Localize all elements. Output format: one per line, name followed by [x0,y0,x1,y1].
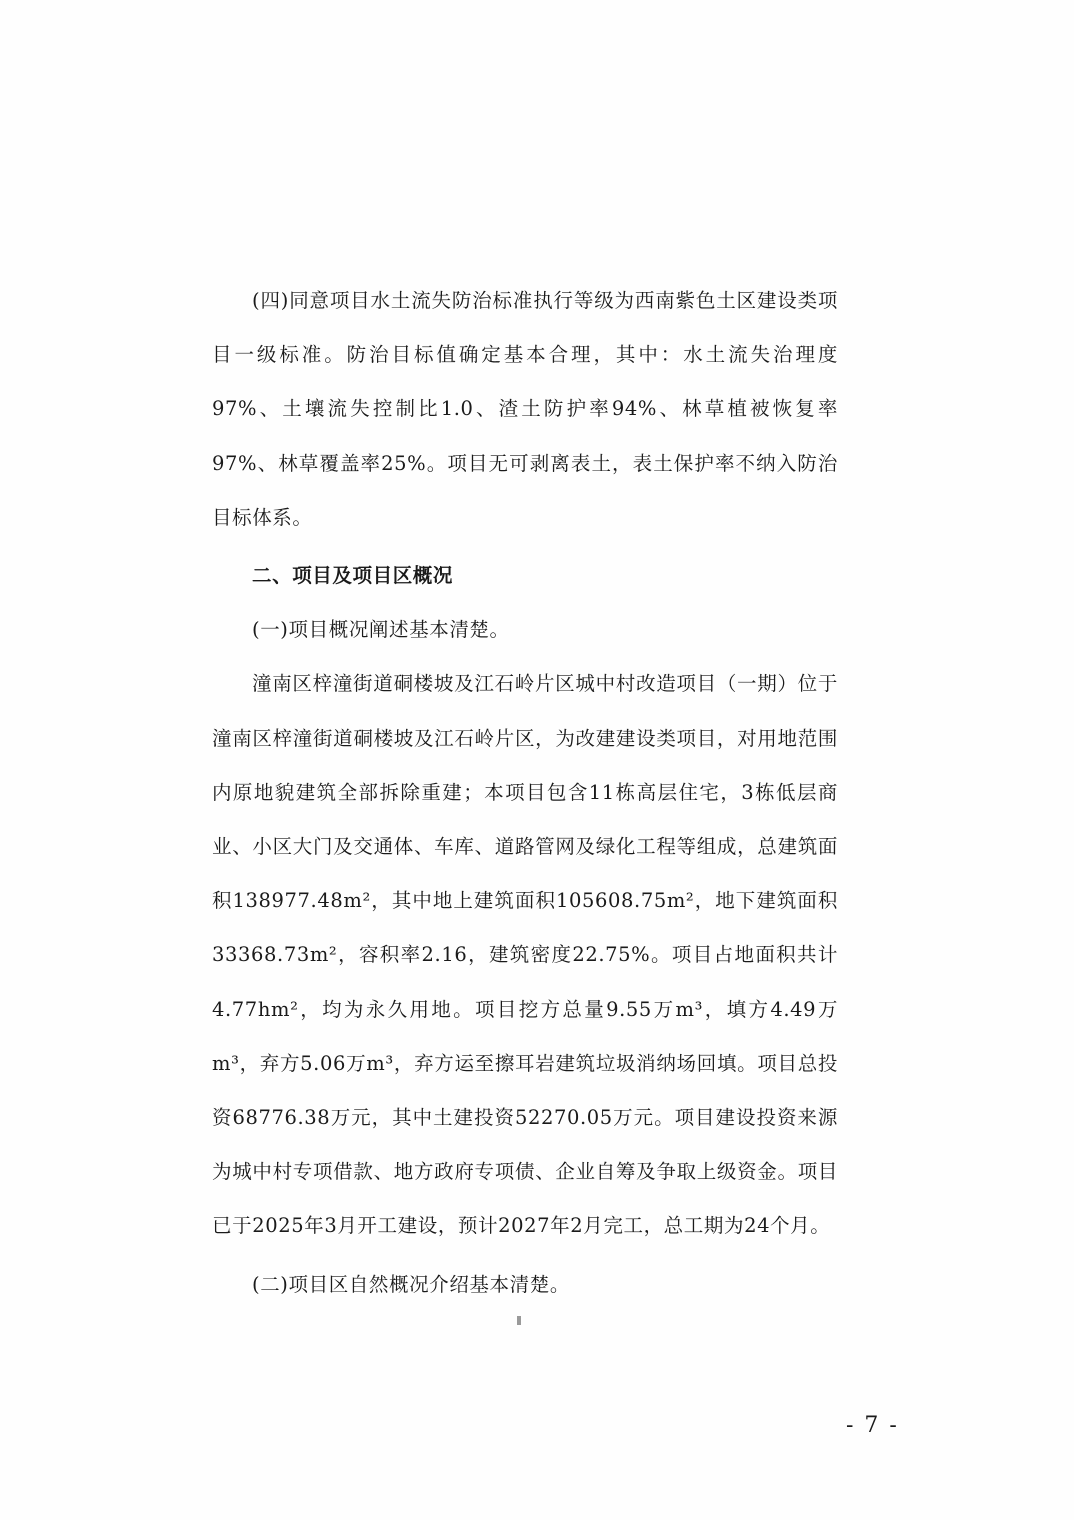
paragraph-prevention-standards: (四)同意项目水土流失防治标准执行等级为西南紫色土区建设类项目一级标准。防治目标值确定基本合理，其中：水土流失治理度97%、土壤流失控制比1.0、渣土防护率94%、林草植被恢复率97%、林草覆盖率25%。项目无可剥离表土，表土保护率不纳入防治目标体系。 [212,289,838,529]
page-number: - 7 - [846,1413,899,1438]
scan-mark [517,1316,521,1325]
document-body [212,274,838,1312]
section-heading: 二、项目及项目区概况 [252,564,454,588]
subsection-heading-natural-conditions: (二)项目区自然概况介绍基本清楚。 [252,1272,570,1296]
paragraph-project-overview: 潼南区梓潼街道硐楼坡及江石岭片区城中村改造项目（一期）位于潼南区梓潼街道硐楼坡及江石岭片区，为改建建设类项目，对用地范围内原地貌建筑全部拆除重建；本项目包含11栋高层住宅，3栋低层商业、小区大门及交通体、车库、道路管网及绿化工程等组成，总建筑面积138977.48m²，其中地上建筑面积105608.75m²，地下建筑面积33368.73m²，容积率2.16，建筑密度22.75%。项目占地面积共计4.77hm²，均为永久用地。项目挖方总量9.55万m³，填方4.49万m³，弃方5.06万m³，弃方运至擦耳岩建筑垃圾消纳场回填。项目总投资68776.38万元，其中土建投资52270.05万元。项目建设投资来源为城中村专项借款、地方政府专项债、企业自筹及争取上级资金。项目已于2025年3月开工建设，预计2027年2月完工，总工期为24个月。 [212,672,838,1238]
subsection-heading-project-overview: (一)项目概况阐述基本清楚。 [252,618,510,642]
